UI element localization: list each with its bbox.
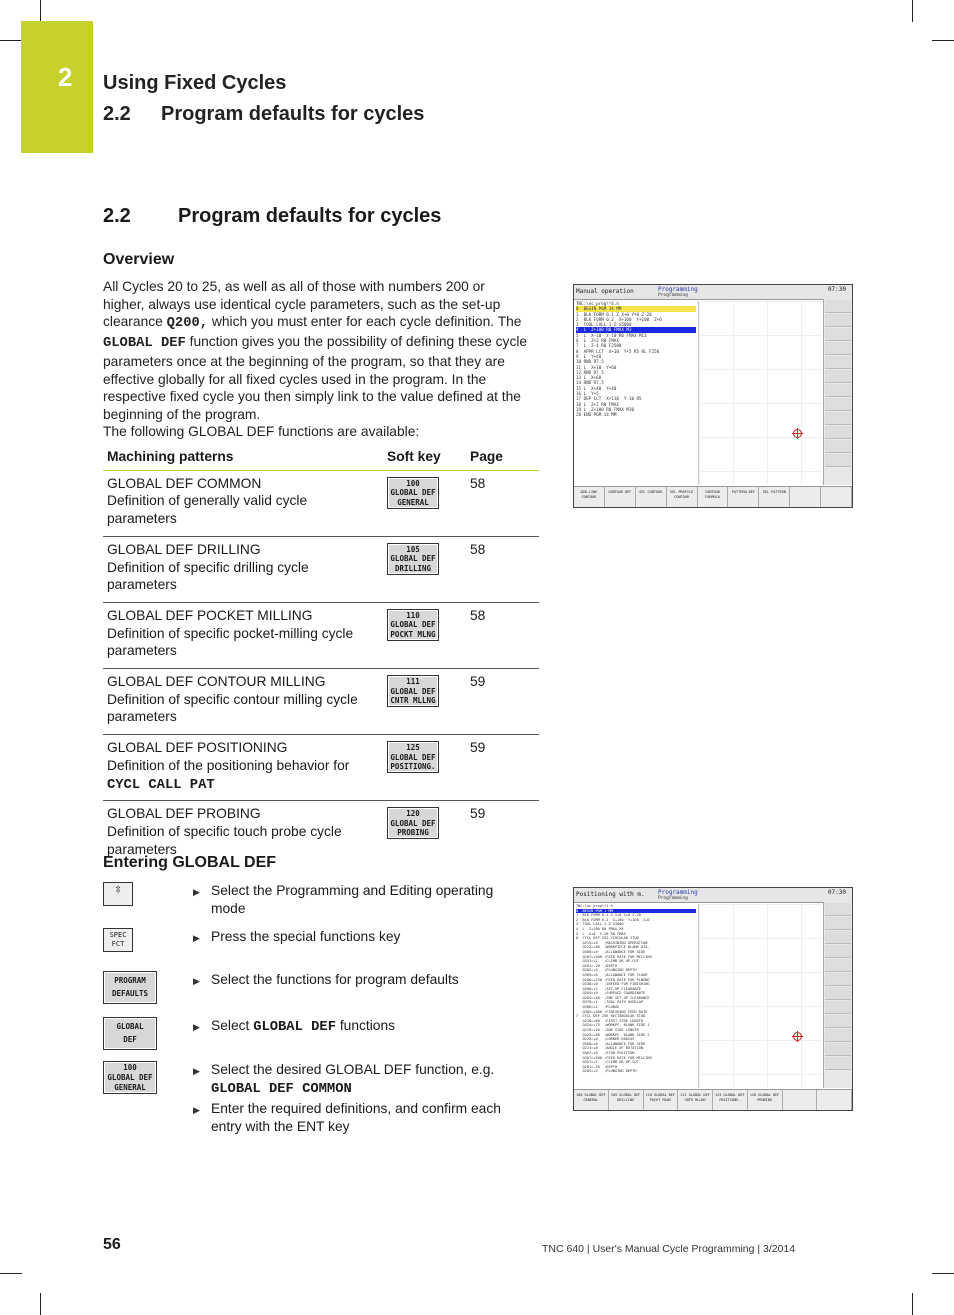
global-def-softkey[interactable] [387, 609, 439, 641]
code-lines [576, 909, 696, 1074]
text-run: which you must enter for each cycle definition. The [208, 314, 522, 330]
screen-softkey [790, 487, 821, 507]
code-line: Q367=+0 ;STUD POSITION [576, 1051, 635, 1055]
code-line: Q385=+500 ;FINISHING FEED RATE [576, 1009, 648, 1014]
crop-mark [912, 1293, 913, 1315]
table-row [103, 735, 539, 801]
code-line: 6 CYCL DEF 252 CIRCULAR STUD [576, 936, 639, 941]
pattern-cell [103, 669, 383, 735]
pattern-cell [103, 735, 383, 801]
key-line: 105 [406, 544, 420, 554]
key-line: FCT [111, 940, 125, 948]
code-line: Q224=+0 ;ANGLE OF ROTATION [576, 1046, 644, 1051]
softkey-cell [383, 536, 466, 602]
code-line: Q218=+60 ;FIRST SIDE LENGTH [576, 1018, 644, 1023]
running-section-title: Program defaults for cycles [161, 103, 425, 125]
functions-intro: The following GLOBAL DEF functions are available: [103, 424, 420, 439]
key-line: GLOBAL DEF [390, 818, 436, 828]
bold-run: GLOBAL DEF [253, 1020, 336, 1035]
code-line: 11 L X+10 Y+60 [576, 364, 617, 370]
tnc-screenshot-1 [573, 284, 853, 508]
operating-mode-key-icon[interactable]: ⇳ [103, 882, 133, 906]
prog-line: Programming [658, 293, 688, 298]
code-line: Q366=+1 ;PLUNGE [576, 1005, 620, 1010]
code-line: 19 L Z+100 R0 FMAX M30 [576, 406, 634, 412]
code-line: 6 L Z+2 R0 FMAX [576, 338, 619, 344]
text-run: functions [335, 1018, 396, 1033]
screen-softkey: 105 GLOBAL DEF DRILLING [609, 1090, 644, 1110]
pattern-desc [107, 492, 379, 529]
global-def-table [103, 444, 539, 866]
code-line: 9 L Y+40 [576, 353, 602, 359]
chapter-number: 2 [58, 62, 73, 92]
key-line: PROGRAM [114, 976, 146, 985]
mode-label: Positioning with m. [576, 891, 645, 898]
footer-text: TNC 640 | User's Manual Cycle Programming | 3/2014 [542, 1243, 796, 1255]
softkey-cell [383, 602, 466, 668]
code-line: Q202=+5 ;PLUNGING DEPTH [576, 968, 637, 973]
crosshair-icon [793, 429, 802, 438]
running-section-number: 2.2 [103, 103, 131, 125]
global-def-softkey[interactable] [103, 1017, 157, 1050]
pattern-name: GLOBAL DEF POCKET MILLING [107, 607, 313, 623]
step-text [211, 1061, 521, 1098]
screen-softkey: 110 GLOBAL DEF POCKT MLNG [644, 1090, 679, 1110]
prog-line: Programming [658, 889, 698, 896]
page-cell: 58 [466, 602, 539, 668]
chapter-tab [21, 21, 93, 153]
code-line: 4 L Z+100 R0 FMAX M3 [576, 327, 696, 332]
screen-softkey: SEL CONTOUR [636, 487, 667, 507]
key-line: GENERAL [397, 497, 429, 507]
screen-softkey [783, 1090, 818, 1110]
overview-heading: Overview [103, 251, 175, 268]
code-line: Q351=+1 ;CLIMB OR UP-CUT [576, 959, 639, 964]
code-line: Q207=+500 ;FEED RATE FOR MILLING [576, 1055, 652, 1060]
key-line: POSITIONG. [390, 762, 436, 772]
crop-mark [932, 40, 954, 41]
page-cell: 58 [466, 470, 539, 536]
page-number: 56 [103, 1236, 121, 1253]
code-line: Q215=+0 ;MACHINING OPERATION [576, 940, 648, 945]
page-cell: 59 [470, 806, 486, 822]
page-cell: 58 [466, 536, 539, 602]
screen-softkey: 120 GLOBAL DEF PROBING [748, 1090, 783, 1110]
program-path: TNC:\nc_prog\*1.h [576, 904, 613, 908]
code-line: 12 RND R7.5 [576, 369, 604, 375]
code-line: 1 BLK FORM 0.1 Z X+0 Y+0 Z-20 [576, 913, 641, 918]
code-line: 1 BLK FORM 0.1 Z X+0 Y+0 Z-20 [576, 311, 652, 317]
global-def-softkey[interactable] [387, 477, 439, 509]
key-line: GLOBAL DEF [390, 752, 436, 762]
code-line: Q425=+60 ;WORKPC. BLANK SIDE 2 [576, 1032, 650, 1037]
crosshair-icon [793, 1032, 802, 1041]
pattern-name: GLOBAL DEF POSITIONING [107, 740, 288, 756]
screen-header [574, 285, 852, 300]
softkey-row [574, 486, 852, 507]
pattern-desc [107, 691, 379, 728]
crop-mark [40, 1293, 41, 1315]
text-run: function gives you the possibility of defining these cycle parameters once at the beginning of the program, so that they are effective globally for all fixed cycles used in the program. In the respective fixed cycle you then simply link to the value defined at the beginning of the program. [103, 334, 528, 422]
table-row [103, 470, 539, 536]
code-line: Q207=+500 ;FEED RATE FOR MILLING [576, 954, 652, 959]
text-run: Select [211, 1018, 254, 1033]
section-number: 2.2 [103, 205, 131, 227]
text-run: Definition of specific pocket-milling cycle parameters [107, 625, 354, 659]
code-line: Q424=+75 ;WORKPC. BLANK SIDE 1 [576, 1023, 650, 1028]
code-line: Q220=+0 ;CORNER RADIUS [576, 1037, 635, 1042]
code-line: 3 TOOL CALL 1 Z S5000 [576, 322, 632, 328]
tnc-screenshot-2 [573, 887, 853, 1111]
page-cell: 59 [466, 735, 539, 801]
text-run: Definition of specific drilling cycle parameters [107, 559, 309, 593]
softkey-cell [383, 735, 466, 801]
code-line: 0 BEGIN PGM 1 MM [576, 909, 696, 914]
programming-label [658, 286, 698, 298]
key-line: 111 [406, 677, 420, 687]
col-header-page: Page [466, 444, 539, 470]
crop-mark [40, 0, 41, 22]
code-line: 2 BLK FORM 0.2 X+100 Y+100 Z+0 [576, 316, 662, 322]
step-text [211, 1017, 521, 1037]
side-softkeys [823, 902, 852, 1088]
softkey-row [574, 1089, 852, 1110]
text-run: Definition of specific touch probe cycle parameters [107, 823, 342, 857]
key-line: 110 [406, 610, 420, 620]
program-listing [574, 904, 696, 1088]
code-line: 10 RND R7.5 [576, 359, 604, 365]
code-line: Q369=+0 ;ALLOWANCE FOR FLOOR [576, 972, 648, 977]
page-cell: 59 [466, 669, 539, 735]
key-line: CNTR MLLNG [390, 696, 436, 706]
text-run: All Cycles 20 to 25, as well as all of those with numbers 200 or higher, always use identical cycle parameters, such as the set-up clearance [103, 279, 501, 330]
code-line: Q201=-20 ;DEPTH [576, 1064, 618, 1069]
running-section-header [103, 103, 424, 126]
screen-softkey: PATTERN DEF [728, 487, 759, 507]
screen-softkey: 125 GLOBAL DEF POSITIONG. [713, 1090, 748, 1110]
key-line: 125 [406, 743, 420, 753]
mode-label: Manual operation [576, 288, 634, 295]
code-line: Q338=+0 ;INFEED FOR FINISHING [576, 982, 650, 987]
key-line: SPEC [109, 931, 127, 939]
chapter-title: Using Fixed Cycles [103, 72, 287, 94]
program-path: TNC:\nc_prog\*4.h [576, 301, 619, 306]
side-softkeys [823, 299, 852, 485]
pattern-cell [103, 470, 383, 536]
overview-paragraph [103, 278, 528, 424]
pattern-cell [103, 536, 383, 602]
code-line: 0 BEGIN PGM 14 MM [576, 306, 696, 311]
code-line: Q201=-20 ;DEPTH [576, 963, 618, 968]
global-def-softkey[interactable] [387, 675, 439, 707]
key-line: GLOBAL DEF [390, 686, 436, 696]
pattern-desc [107, 757, 379, 794]
section-title: Program defaults for cycles [178, 205, 442, 227]
step-text: ▶ Select the Programming and Editing operating mode [211, 882, 521, 917]
prog-line: Programming [658, 896, 688, 901]
pattern-name: GLOBAL DEF COMMON [107, 475, 262, 491]
programming-label [658, 889, 698, 901]
code-line: 16 L Y+5 [576, 391, 599, 397]
code-line: 7 CYCL DEF 256 RECTANGULAR STUD [576, 1014, 646, 1019]
screen-softkey: CONTOUR FORMULA [698, 487, 729, 507]
global-def-softkey[interactable] [387, 741, 439, 773]
text-run: Definition of specific contour milling cycle parameters [107, 691, 358, 725]
code-line: Q200=+2 ;SET-UP CLEARANCE [576, 986, 641, 991]
key-line: POCKT MLNG [390, 629, 436, 639]
program-defaults-softkey[interactable] [103, 971, 157, 1004]
key-line: DEFAULTS [111, 989, 149, 998]
col-header-softkey: Soft key [383, 444, 466, 470]
q-param: Q200, [166, 316, 209, 332]
spec-fct-key[interactable] [103, 928, 133, 952]
code-line: 17 DEP LCT X+110 Y-10 R5 [576, 396, 642, 402]
screen-softkey [817, 1090, 852, 1110]
step-text: ▶ Enter the required definitions, and confirm each entry with the ENT key [211, 1100, 521, 1135]
pattern-cell [103, 602, 383, 668]
code-line: 4 L Z+100 R0 FMAX M3 [576, 926, 624, 931]
graphics-window [698, 301, 822, 485]
bold-run: CYCL CALL PAT [107, 777, 215, 793]
screen-softkey: CONTOUR DEF [605, 487, 636, 507]
key-line: PROBING [397, 828, 429, 838]
pattern-name: GLOBAL DEF DRILLING [107, 541, 261, 557]
code-line: Q202=+5 ;PLUNGING DEPTH [576, 1069, 637, 1074]
screen-softkey: 111 GLOBAL DEF CNTR MLLNG [678, 1090, 713, 1110]
code-line: Q203=+0 ;SURFACE COORDINATE [576, 991, 646, 996]
screen-softkey: 100 GLOBAL DEF GENERAL [574, 1090, 609, 1110]
softkey-cell [383, 801, 466, 867]
pattern-desc [107, 559, 379, 596]
program-listing [574, 301, 696, 485]
screen-softkey: SEL PATTERN [759, 487, 790, 507]
code-line: Q223=+60 ;WORKPIECE BLANK DIA. [576, 945, 650, 950]
code-line: Q368=+0 ;ALLOWANCE FOR SIDE [576, 1041, 646, 1046]
col-header-patterns: Machining patterns [103, 444, 383, 470]
crop-mark [0, 1273, 22, 1274]
clock: 07:30 [827, 286, 846, 293]
code-line: 13 L X+60 [576, 375, 602, 381]
prog-line: Programming [658, 286, 698, 293]
global-def-general-softkey[interactable] [103, 1061, 157, 1094]
code-line: 5 L X-10 Y-10 R0 FMAX M13 [576, 332, 647, 338]
screen-softkey: ADD-LINE CONTOUR [574, 487, 605, 507]
screen-header [574, 888, 852, 903]
key-line: GLOBAL DEF [390, 554, 436, 564]
code-line: 7 L Z-4 R0 F2500 [576, 343, 622, 349]
code-line: 2 BLK FORM 0.2 X+100 Y+100 Z+0 [576, 917, 650, 922]
crop-mark [0, 40, 22, 41]
section-heading [103, 205, 441, 228]
table-row [103, 602, 539, 668]
pattern-name: GLOBAL DEF PROBING [107, 806, 261, 822]
key-line: 100 [406, 478, 420, 488]
code-line: Q351=+1 ;CLIMB OR UP-CUT [576, 1060, 639, 1065]
crop-mark [932, 1273, 954, 1274]
text-run: Select the desired GLOBAL DEF function, e.g. [211, 1062, 495, 1077]
key-line: GLOBAL DEF [390, 488, 436, 498]
global-def-softkey[interactable] [387, 807, 439, 839]
bold-run: GLOBAL DEF COMMON [211, 1081, 352, 1097]
code-line: 20 END PGM 14 MM [576, 412, 617, 418]
graphics-window [698, 904, 822, 1088]
code-line: Q206=+150 ;FEED RATE FOR PLNGNG [576, 977, 650, 982]
code-line: Q219=+20 ;2ND SIDE LENGTH [576, 1028, 639, 1033]
key-line: 120 [406, 809, 420, 819]
crop-mark [912, 0, 913, 22]
text-run: Definition of the positioning behavior for [107, 757, 350, 773]
screen-softkey: SEL PROFILE CONTOUR [667, 487, 698, 507]
code-line: Q204=+50 ;2ND SET-UP CLEARANCE [576, 995, 650, 1000]
global-def-term: GLOBAL DEF [103, 336, 186, 352]
global-def-softkey[interactable] [387, 543, 439, 575]
step-text: ▶ Select the functions for program defaults [211, 971, 521, 989]
table-row [103, 669, 539, 735]
screen-softkey [821, 487, 852, 507]
code-line: Q368=+0 ;ALLOWANCE FOR SIDE [576, 949, 646, 954]
clock: 07:30 [827, 889, 846, 896]
key-line: DRILLING [394, 563, 432, 573]
step-text: ▶ Press the special functions key [211, 928, 521, 946]
code-line: Q370=+1 ;TOOL PATH OVERLAP [576, 1000, 644, 1005]
code-lines [576, 306, 696, 417]
text-run: Definition of generally valid cycle parameters [107, 493, 308, 527]
code-line: 3 TOOL CALL 1 Z S3000 [576, 922, 624, 927]
code-line: 5 L X+0 Y-20 R0 FMAX [576, 931, 626, 936]
pattern-name: GLOBAL DEF CONTOUR MILLING [107, 674, 326, 690]
key-line: GLOBAL DEF [107, 1073, 153, 1082]
key-line: 100 [123, 1063, 137, 1072]
code-line: 18 L Z+2 R0 FMAX [576, 401, 619, 407]
key-line: GENERAL [114, 1083, 146, 1092]
pattern-desc [107, 625, 379, 662]
key-line: GLOBAL [116, 1022, 144, 1031]
softkey-cell [383, 470, 466, 536]
code-line: 14 RND R7.5 [576, 380, 604, 386]
table-row [103, 536, 539, 602]
key-line: DEF [123, 1035, 137, 1044]
code-line: 8 APPR LCT X+10 Y+5 R5 RL F250 [576, 348, 660, 354]
entering-heading: Entering GLOBAL DEF [103, 854, 277, 871]
code-line: 15 L X+40 Y+40 [576, 385, 617, 391]
key-line: GLOBAL DEF [390, 620, 436, 630]
softkey-cell [383, 669, 466, 735]
